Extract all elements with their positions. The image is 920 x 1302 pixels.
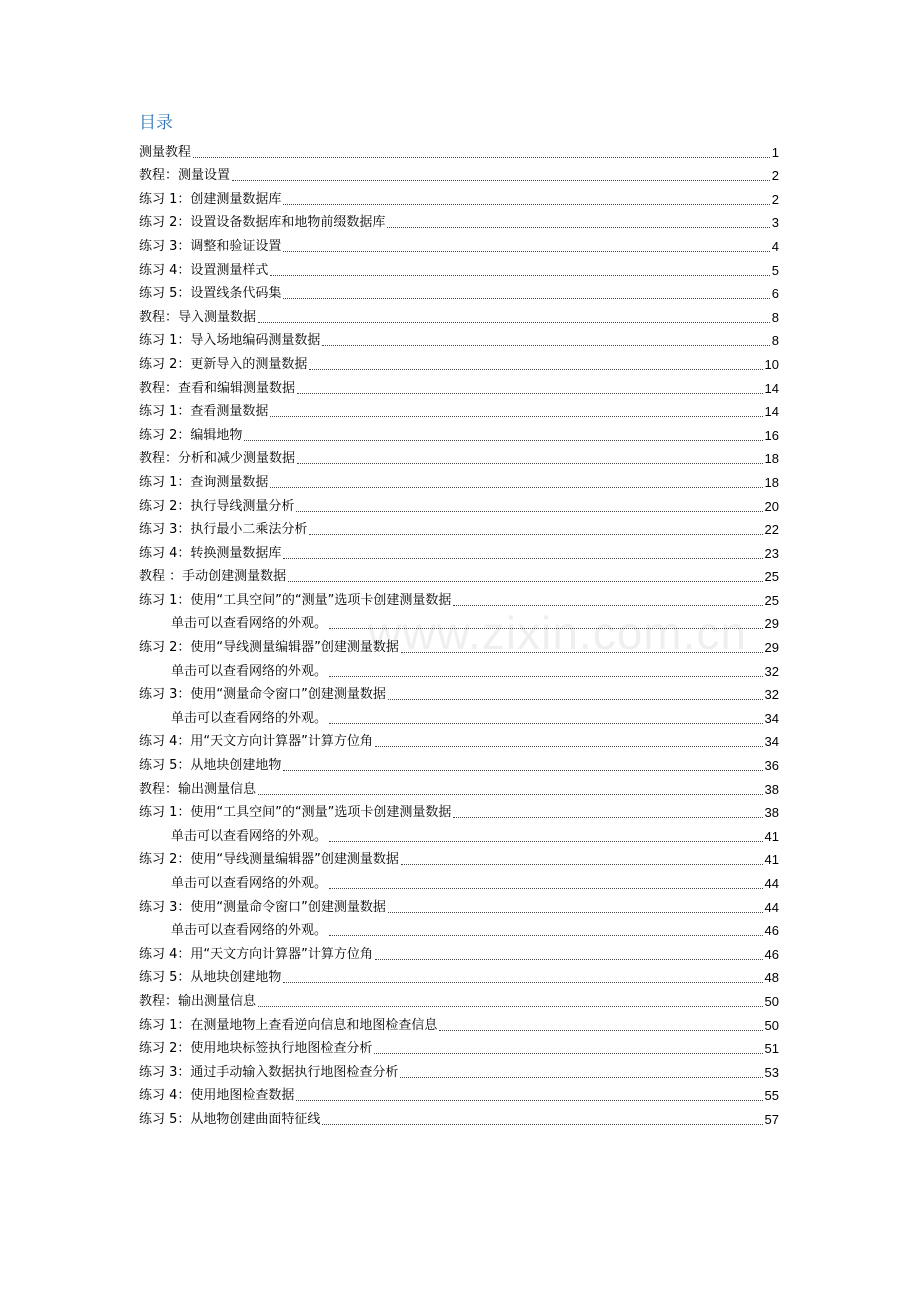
toc-entry[interactable] (139, 326, 779, 350)
toc-entry[interactable] (139, 1010, 779, 1034)
toc-dot-leader (329, 675, 763, 677)
toc-entry[interactable] (139, 255, 779, 279)
toc-dot-leader (388, 911, 763, 913)
toc-entry[interactable] (139, 420, 779, 444)
toc-entry-label[interactable]: 练习 1：导入场地编码测量数据 (139, 333, 321, 349)
toc-list (139, 137, 779, 1128)
toc-entry[interactable] (139, 515, 779, 539)
toc-entry-label[interactable]: 单击可以查看网络的外观。 (171, 710, 328, 726)
toc-entry-label[interactable]: 单击可以查看网络的外观。 (171, 828, 328, 844)
toc-page-number[interactable]: 46 (764, 923, 779, 939)
toc-page-number[interactable]: 34 (764, 734, 779, 750)
toc-entry-label[interactable]: 练习 2：使用地块标签执行地图检查分析 (139, 1041, 373, 1057)
toc-page-number[interactable]: 46 (764, 946, 779, 962)
toc-entry[interactable] (139, 916, 779, 940)
toc-page-number[interactable]: 32 (764, 663, 779, 679)
toc-entry[interactable] (139, 349, 779, 373)
toc-dot-leader (309, 368, 762, 370)
toc-entry-label[interactable]: 教程 ：手动创建测量数据 (139, 569, 287, 585)
toc-entry[interactable] (139, 939, 779, 963)
toc-entry[interactable] (139, 397, 779, 421)
toc-page-number[interactable]: 4 (771, 238, 779, 254)
toc-entry[interactable] (139, 774, 779, 798)
toc-entry-label[interactable]: 练习 5：设置线条代码集 (139, 286, 282, 302)
toc-dot-leader (297, 462, 763, 464)
toc-entry[interactable] (139, 632, 779, 656)
toc-entry-label[interactable]: 练习 4：用“天文方向计算器”计算方位角 (139, 946, 373, 962)
toc-entry-label[interactable]: 练习 2：使用“导线测量编辑器”创建测量数据 (139, 852, 399, 868)
toc-page-number[interactable]: 6 (771, 286, 779, 302)
toc-entry[interactable] (139, 279, 779, 303)
toc-entry-label[interactable]: 测量教程 (139, 144, 192, 160)
toc-heading: 目录 (139, 113, 173, 133)
toc-entry[interactable] (139, 1081, 779, 1105)
toc-entry[interactable] (139, 137, 779, 161)
toc-entry-label[interactable]: 教程：测量设置 (139, 168, 231, 184)
toc-entry-label[interactable]: 练习 3：通过手动输入数据执行地图检查分析 (139, 1064, 399, 1080)
toc-entry-label[interactable]: 练习 1：使用“工具空间”的“测量”选项卡创建测量数据 (139, 592, 452, 608)
toc-entry[interactable] (139, 585, 779, 609)
toc-entry-label[interactable]: 练习 1：查询测量数据 (139, 474, 269, 490)
toc-dot-leader (374, 1052, 762, 1054)
toc-dot-leader (258, 1005, 763, 1007)
toc-entry[interactable] (139, 986, 779, 1010)
toc-entry[interactable] (139, 208, 779, 232)
toc-page-number[interactable]: 48 (764, 970, 779, 986)
toc-page-number[interactable]: 20 (764, 498, 779, 514)
toc-page-number[interactable]: 25 (764, 569, 779, 585)
toc-page-number[interactable]: 50 (764, 993, 779, 1009)
toc-dot-leader (439, 1029, 762, 1031)
toc-entry-label[interactable]: 练习 4：用“天文方向计算器”计算方位角 (139, 734, 373, 750)
toc-entry-label[interactable]: 练习 3：执行最小二乘法分析 (139, 522, 308, 538)
toc-entry-label[interactable]: 练习 3：调整和验证设置 (139, 238, 282, 254)
toc-entry-label[interactable]: 练习 2：执行导线测量分析 (139, 498, 295, 514)
toc-page-number[interactable]: 41 (764, 852, 779, 868)
toc-dot-leader (388, 698, 763, 700)
toc-entry-label[interactable]: 教程：查看和编辑测量数据 (139, 380, 296, 396)
toc-entry[interactable] (139, 703, 779, 727)
toc-page-number[interactable]: 16 (764, 427, 779, 443)
toc-dot-leader (401, 651, 763, 653)
toc-entry[interactable] (139, 868, 779, 892)
toc-entry-label[interactable]: 练习 4：使用地图检查数据 (139, 1088, 295, 1104)
toc-entry-label[interactable]: 练习 5：从地块创建地物 (139, 758, 282, 774)
toc-page-number[interactable]: 44 (764, 876, 779, 891)
toc-entry[interactable] (139, 727, 779, 751)
toc-entry-label[interactable]: 单击可以查看网络的外观。 (171, 616, 328, 632)
toc-page-number[interactable]: 18 (764, 451, 779, 467)
toc-entry-label[interactable]: 练习 3：使用“测量命令窗口”创建测量数据 (139, 899, 386, 915)
toc-entry[interactable] (139, 444, 779, 468)
toc-entry[interactable] (139, 231, 779, 255)
toc-dot-leader (244, 439, 762, 441)
toc-entry[interactable] (139, 467, 779, 491)
toc-entry[interactable] (139, 562, 779, 586)
toc-entry[interactable] (139, 680, 779, 704)
toc-dot-leader (283, 981, 762, 983)
toc-dot-leader (329, 840, 763, 842)
toc-page-number[interactable]: 22 (764, 522, 779, 538)
toc-dot-leader (283, 250, 769, 252)
toc-page-number[interactable]: 14 (764, 380, 779, 396)
toc-dot-leader (232, 179, 770, 181)
toc-page-number[interactable]: 10 (764, 356, 779, 372)
toc-page-number[interactable]: 38 (764, 805, 779, 821)
toc-dot-leader (283, 557, 762, 559)
toc-entry[interactable] (139, 821, 779, 845)
toc-page-number[interactable]: 8 (771, 309, 779, 325)
toc-page-number[interactable]: 34 (764, 710, 779, 726)
toc-dot-leader (322, 1123, 762, 1125)
toc-entry[interactable] (139, 750, 779, 774)
toc-page-number[interactable]: 29 (764, 640, 779, 656)
toc-page-number[interactable]: 53 (764, 1064, 779, 1080)
toc-dot-leader (329, 887, 763, 889)
toc-dot-leader (258, 321, 770, 323)
toc-page-number[interactable]: 14 (764, 404, 779, 420)
toc-dot-leader (270, 274, 769, 276)
toc-page-number[interactable]: 2 (771, 191, 779, 207)
toc-dot-leader (193, 156, 770, 158)
toc-dot-leader (329, 934, 763, 936)
toc-page-number[interactable]: 51 (764, 1041, 779, 1057)
toc-dot-leader (288, 580, 762, 582)
toc-entry[interactable] (139, 656, 779, 680)
toc-entry[interactable] (139, 892, 779, 916)
toc-dot-leader (297, 392, 763, 394)
toc-entry-label[interactable]: 教程：输出测量信息 (139, 993, 257, 1009)
toc-page-number[interactable]: 18 (764, 474, 779, 490)
toc-dot-leader (309, 533, 762, 535)
toc-entry-label[interactable]: 练习 1：查看测量数据 (139, 404, 269, 420)
toc-dot-leader (375, 745, 763, 747)
toc-page-number[interactable]: 2 (771, 168, 779, 184)
toc-entry[interactable] (139, 609, 779, 633)
toc-entry[interactable] (139, 491, 779, 515)
toc-entry-label[interactable]: 练习 1：使用“工具空间”的“测量”选项卡创建测量数据 (139, 805, 452, 821)
toc-entry-label[interactable]: 练习 5：从地块创建地物 (139, 970, 282, 986)
toc-entry-label[interactable]: 教程：输出测量信息 (139, 781, 257, 797)
toc-dot-leader (296, 1099, 762, 1101)
toc-page-number[interactable]: 29 (764, 616, 779, 632)
toc-entry-label[interactable]: 练习 2：编辑地物 (139, 427, 243, 443)
toc-entry-label[interactable]: 练习 2：设置设备数据库和地物前缀数据库 (139, 215, 386, 231)
toc-entry-label[interactable]: 练习 1：创建测量数据库 (139, 191, 282, 207)
toc-page-number[interactable]: 25 (764, 592, 779, 608)
toc-dot-leader (283, 203, 769, 205)
toc-dot-leader (283, 769, 762, 771)
toc-entry[interactable] (139, 373, 779, 397)
toc-dot-leader (258, 793, 763, 795)
toc-page-number[interactable]: 1 (771, 144, 779, 160)
toc-page-number[interactable]: 57 (764, 1111, 779, 1127)
toc-page-number[interactable]: 5 (771, 262, 779, 278)
toc-dot-leader (401, 863, 763, 865)
toc-entry[interactable] (139, 1034, 779, 1058)
toc-entry[interactable] (139, 302, 779, 326)
toc-entry-label[interactable]: 单击可以查看网络的外观。 (171, 876, 328, 891)
toc-page-number[interactable]: 50 (764, 1017, 779, 1033)
toc-entry-label[interactable]: 单击可以查看网络的外观。 (171, 663, 328, 679)
toc-dot-leader (296, 510, 762, 512)
toc-page-number[interactable]: 44 (764, 899, 779, 915)
toc-page-number[interactable]: 23 (764, 545, 779, 561)
toc-entry-label[interactable]: 练习 2：使用“导线测量编辑器”创建测量数据 (139, 640, 399, 656)
toc-dot-leader (453, 604, 762, 606)
toc-dot-leader (387, 226, 769, 228)
toc-entry-label[interactable]: 练习 2：更新导入的测量数据 (139, 356, 308, 372)
toc-page-number[interactable]: 8 (771, 333, 779, 349)
toc-dot-leader (400, 1076, 762, 1078)
toc-dot-leader (453, 816, 762, 818)
toc-entry-label[interactable]: 练习 4：转换测量数据库 (139, 545, 282, 561)
toc-entry[interactable] (139, 845, 779, 869)
toc-dot-leader (322, 344, 769, 346)
toc-page-number[interactable]: 3 (771, 215, 779, 231)
toc-page-number[interactable]: 41 (764, 828, 779, 844)
toc-dot-leader (329, 627, 763, 629)
toc-dot-leader (329, 722, 763, 724)
toc-entry[interactable] (139, 963, 779, 987)
toc-dot-leader (375, 958, 763, 960)
toc-entry[interactable] (139, 184, 779, 208)
toc-dot-leader (270, 486, 762, 488)
toc-entry-label[interactable]: 练习 4：设置测量样式 (139, 262, 269, 278)
toc-entry[interactable] (139, 1057, 779, 1081)
toc-entry-label[interactable]: 单击可以查看网络的外观。 (171, 923, 328, 939)
toc-dot-leader (283, 297, 769, 299)
toc-entry[interactable] (139, 538, 779, 562)
toc-entry-label[interactable]: 教程：分析和减少测量数据 (139, 451, 296, 467)
toc-entry[interactable] (139, 1104, 779, 1128)
toc-page-number[interactable]: 38 (764, 781, 779, 797)
toc-entry[interactable] (139, 798, 779, 822)
toc-page-number[interactable]: 55 (764, 1088, 779, 1104)
toc-entry-label[interactable]: 练习 3：使用“测量命令窗口”创建测量数据 (139, 687, 386, 703)
toc-entry[interactable] (139, 161, 779, 185)
toc-entry-label[interactable]: 教程：导入测量数据 (139, 309, 257, 325)
toc-page-number[interactable]: 32 (764, 687, 779, 703)
toc-dot-leader (270, 415, 762, 417)
watermark: www.zixin.com.cn (368, 607, 747, 659)
toc-page-number[interactable]: 36 (764, 758, 779, 774)
toc-entry-label[interactable]: 练习 1：在测量地物上查看逆向信息和地图检查信息 (139, 1017, 438, 1033)
toc-entry-label[interactable]: 练习 5：从地物创建曲面特征线 (139, 1111, 321, 1127)
